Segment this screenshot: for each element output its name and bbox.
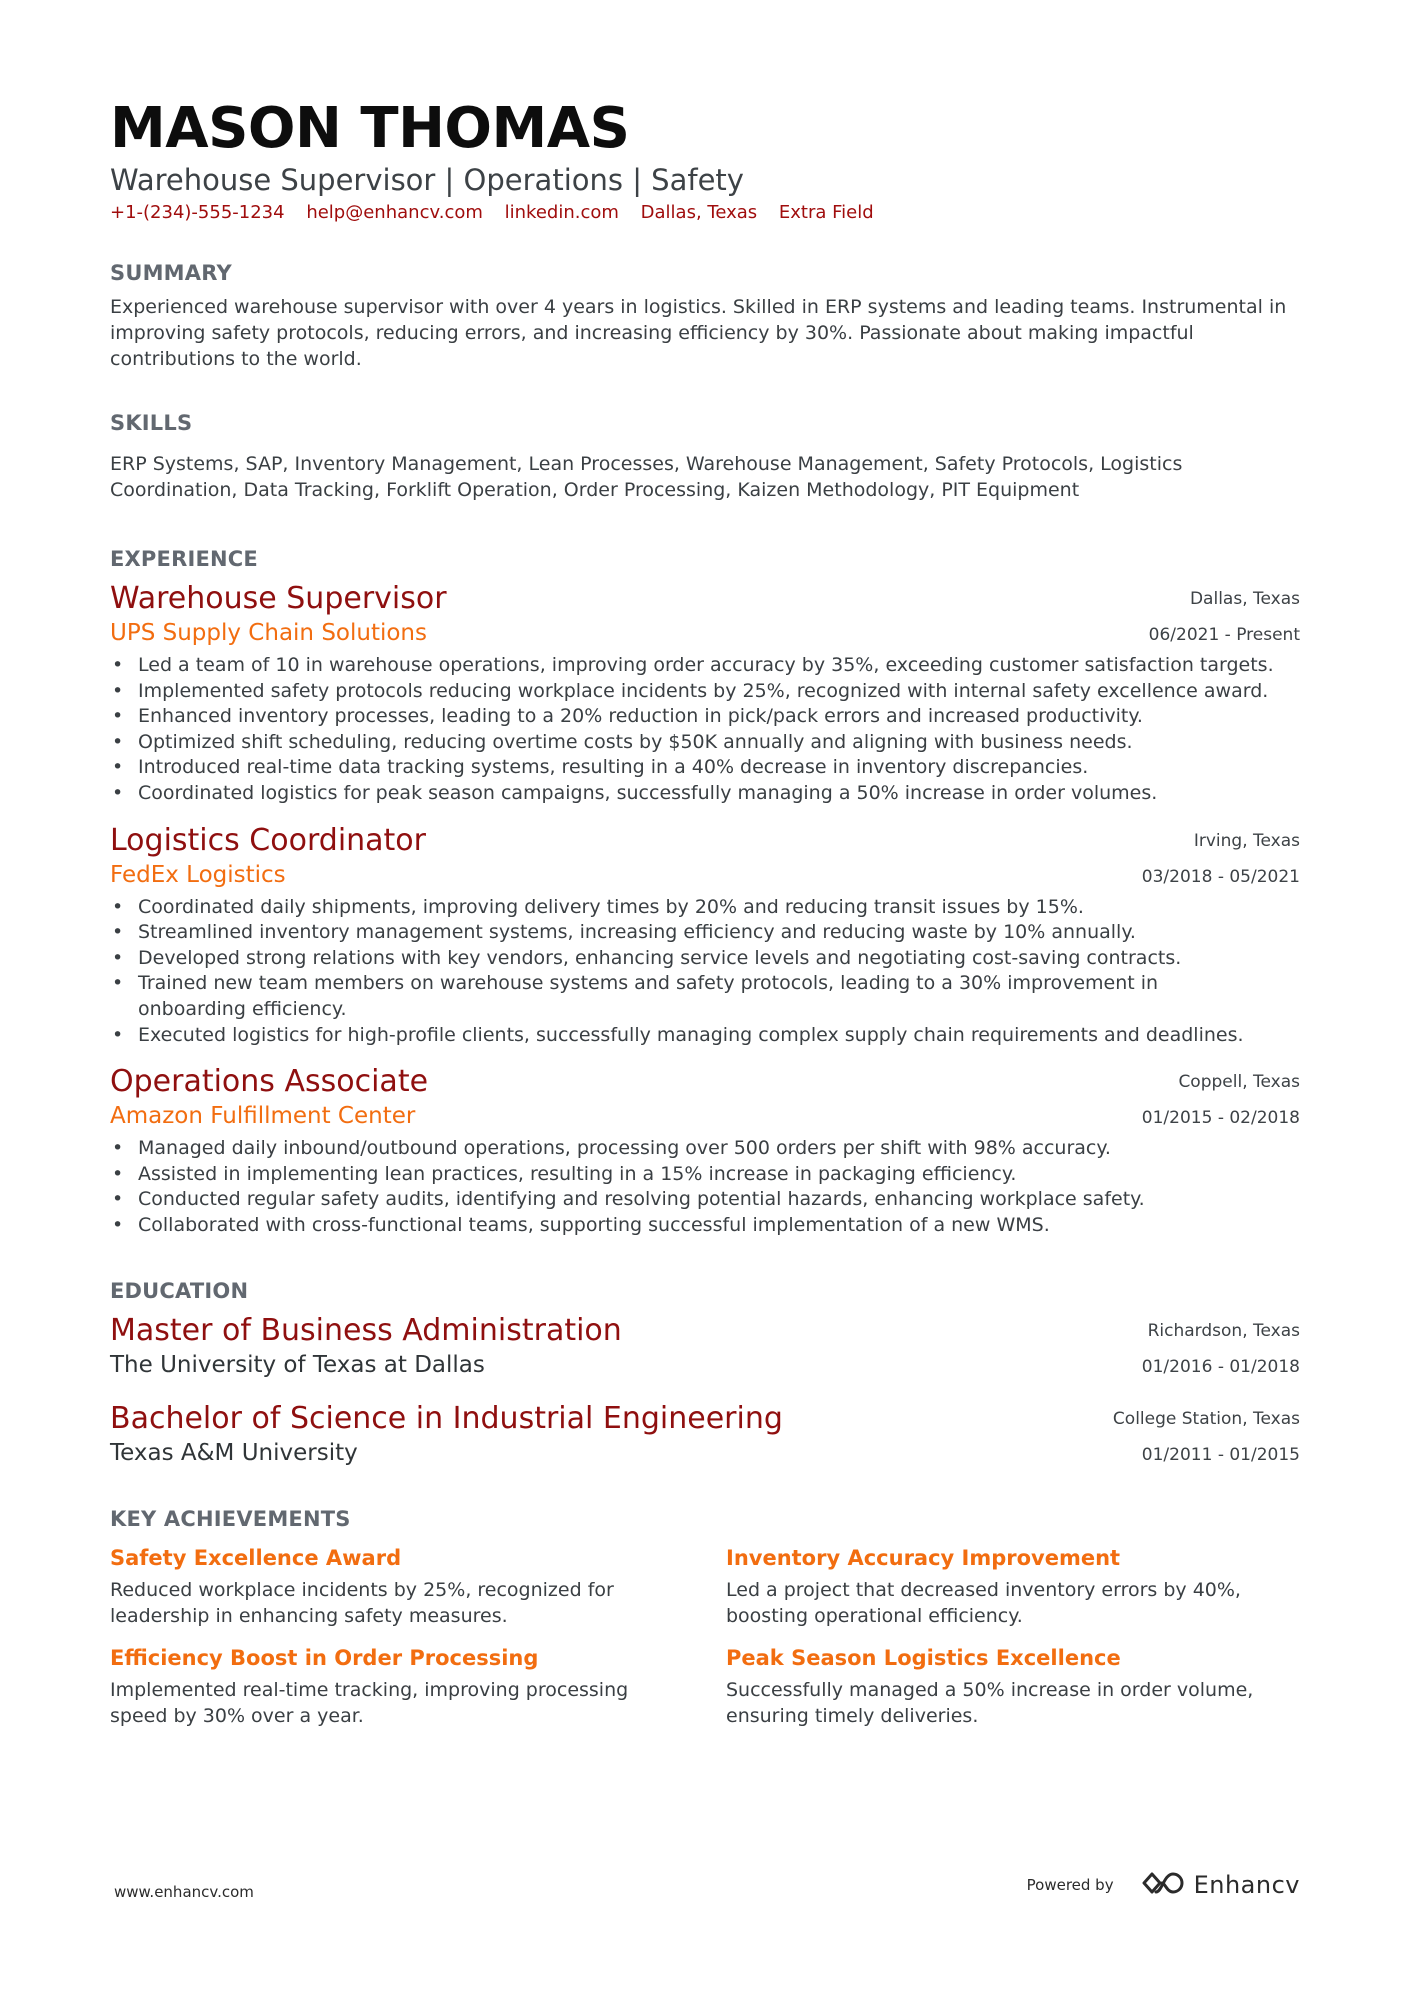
education-entry — [110, 1401, 1300, 1469]
achievement-title: Safety Excellence Award — [110, 1545, 402, 1570]
powered-by-label: Powered by — [1026, 1876, 1114, 1894]
achievement-description: Successfully managed a 50% increase in order volume, ensuring timely deliveries. — [726, 1678, 1254, 1727]
school-name: Texas A&M University — [110, 1439, 358, 1466]
contact-line — [110, 200, 1300, 226]
degree-name: Master of Business Administration — [110, 1312, 622, 1348]
job-role: Warehouse Supervisor — [110, 581, 447, 616]
enhancv-brand-name[interactable]: Enhancv — [1193, 1871, 1300, 1899]
achievement-item — [726, 1543, 1300, 1629]
job-company: UPS Supply Chain Solutions — [110, 620, 427, 646]
job-meta — [1142, 1064, 1300, 1136]
achievement-item — [110, 1543, 726, 1629]
resume-content — [110, 96, 1300, 1729]
section-heading-experience: EXPERIENCE — [110, 547, 258, 571]
bullet-item: • Collaborated with cross-functional teams, supporting successful implementation of a new WMS. — [138, 1213, 1300, 1239]
bullet-item: • Developed strong relations with key vendors, enhancing service levels and negotiating cost-saving contracts. — [138, 946, 1300, 972]
job-location: Coppell, Texas — [1178, 1072, 1300, 1093]
education-meta — [1142, 1313, 1300, 1385]
job-dates: 06/2021 - Present — [1148, 625, 1300, 645]
bullet-item: • Optimized shift scheduling, reducing overtime costs by $50K annually and aligning with business needs. — [138, 730, 1300, 756]
job-dates: 03/2018 - 05/2021 — [1141, 866, 1300, 887]
experience-entry — [110, 1064, 1300, 1238]
contact-email[interactable]: help@enhancv.com — [306, 202, 483, 223]
school-name: The University of Texas at Dallas — [110, 1351, 485, 1378]
achievement-title: Efficiency Boost in Order Processing — [110, 1645, 539, 1670]
achievement-title: Peak Season Logistics Excellence — [726, 1645, 1121, 1670]
experience-entry — [110, 581, 1300, 807]
job-meta — [1149, 581, 1300, 653]
job-role: Operations Associate — [110, 1064, 429, 1100]
achievement-description: Implemented real-time tracking, improving processing speed by 30% over a year. — [110, 1678, 629, 1727]
achievements-section — [110, 1507, 1300, 1729]
skills-text: ERP Systems, SAP, Inventory Management, Lean Processes, Warehouse Management, Safety Protocols, Logistics Coordination, Data Tracking, Forklift Operation, Order Processing, Kaizen Methodology, PIT Equipment — [110, 453, 1183, 501]
footer-branding — [1027, 1870, 1300, 1900]
bullet-item: • Led a team of 10 in warehouse operations, improving order accuracy by 35%, exceeding customer satisfaction targets. — [138, 653, 1300, 679]
footer-website[interactable]: www.enhancv.com — [114, 1883, 254, 1901]
summary-text: Experienced warehouse supervisor with over 4 years in logistics. Skilled in ERP systems and leading teams. Instrumental in improving safety protocols, reducing errors, and increasing efficiency by 30%. Passionate about making impactful contributions to the world. — [110, 296, 1287, 370]
bullet-item: • Conducted regular safety audits, identifying and resolving potential hazards, enhancing workplace safety. — [138, 1187, 1300, 1213]
experience-section — [110, 547, 1300, 1239]
bullet-item: • Coordinated logistics for peak season campaigns, successfully managing a 50% increase in order volumes. — [138, 781, 1300, 807]
job-company: Amazon Fulfillment Center — [110, 1103, 416, 1130]
achievement-item — [726, 1643, 1300, 1729]
contact-phone[interactable]: +1-(234)-555-1234 — [110, 202, 285, 223]
job-bullets — [110, 1136, 1300, 1238]
achievement-item — [110, 1643, 726, 1729]
candidate-name: MASON THOMAS — [110, 96, 630, 161]
summary-section — [110, 261, 1300, 372]
education-location: Richardson, Texas — [1147, 1320, 1300, 1341]
bullet-item: • Enhanced inventory processes, leading to a 20% reduction in pick/pack errors and increased productivity. — [138, 704, 1300, 730]
bullet-item: • Coordinated daily shipments, improving delivery times by 20% and reducing transit issues by 15%. — [138, 895, 1300, 921]
job-company: FedEx Logistics — [110, 861, 286, 888]
section-heading-summary: SUMMARY — [110, 261, 232, 285]
achievements-grid — [110, 1543, 1300, 1729]
enhancv-logo-icon — [1140, 1870, 1186, 1900]
job-bullets — [110, 653, 1300, 807]
contact-location: Dallas, Texas — [640, 202, 758, 223]
job-dates: 01/2015 - 02/2018 — [1141, 1108, 1300, 1129]
education-entry — [110, 1313, 1300, 1381]
achievement-title: Inventory Accuracy Improvement — [726, 1545, 1121, 1570]
job-meta — [1142, 823, 1300, 895]
section-heading-education: EDUCATION — [110, 1278, 249, 1303]
section-heading-skills: SKILLS — [110, 411, 193, 435]
contact-linkedin[interactable]: linkedin.com — [504, 202, 619, 223]
education-dates: 01/2011 - 01/2015 — [1141, 1444, 1300, 1465]
skills-section — [110, 411, 1300, 503]
contact-extra-field: Extra Field — [778, 202, 874, 223]
bullet-item: • Implemented safety protocols reducing workplace incidents by 25%, recognized with internal safety excellence award. — [138, 679, 1300, 705]
education-meta — [1113, 1401, 1300, 1473]
education-location: College Station, Texas — [1112, 1408, 1300, 1429]
job-bullets — [110, 895, 1300, 1049]
candidate-title: Warehouse Supervisor | Operations | Safety — [110, 163, 744, 197]
degree-name: Bachelor of Science in Industrial Engineering — [110, 1400, 783, 1436]
education-dates: 01/2016 - 01/2018 — [1141, 1356, 1300, 1377]
resume-header — [110, 96, 1300, 226]
bullet-item: • Trained new team members on warehouse systems and safety protocols, leading to a 30% improvement in onboarding efficiency. — [138, 971, 1208, 1022]
job-location: Irving, Texas — [1193, 830, 1300, 851]
bullet-item: • Introduced real-time data tracking systems, resulting in a 40% decrease in inventory discrepancies. — [138, 755, 1300, 781]
bullet-item: • Assisted in implementing lean practices, resulting in a 15% increase in packaging efficiency. — [138, 1162, 1300, 1188]
achievement-description: Led a project that decreased inventory errors by 40%, boosting operational efficiency. — [726, 1578, 1241, 1627]
bullet-item: • Executed logistics for high-profile clients, successfully managing complex supply chain requirements and deadlines. — [138, 1023, 1300, 1049]
experience-entry — [110, 823, 1300, 1049]
bullet-item: • Streamlined inventory management systems, increasing efficiency and reducing waste by 10% annually. — [138, 920, 1300, 946]
achievement-description: Reduced workplace incidents by 25%, recognized for leadership in enhancing safety measures. — [110, 1578, 614, 1627]
education-section — [110, 1279, 1300, 1469]
bullet-item: • Managed daily inbound/outbound operations, processing over 500 orders per shift with 98% accuracy. — [138, 1136, 1300, 1162]
job-location: Dallas, Texas — [1189, 589, 1300, 609]
job-role: Logistics Coordinator — [110, 822, 426, 858]
section-heading-achievements: KEY ACHIEVEMENTS — [110, 1506, 351, 1531]
